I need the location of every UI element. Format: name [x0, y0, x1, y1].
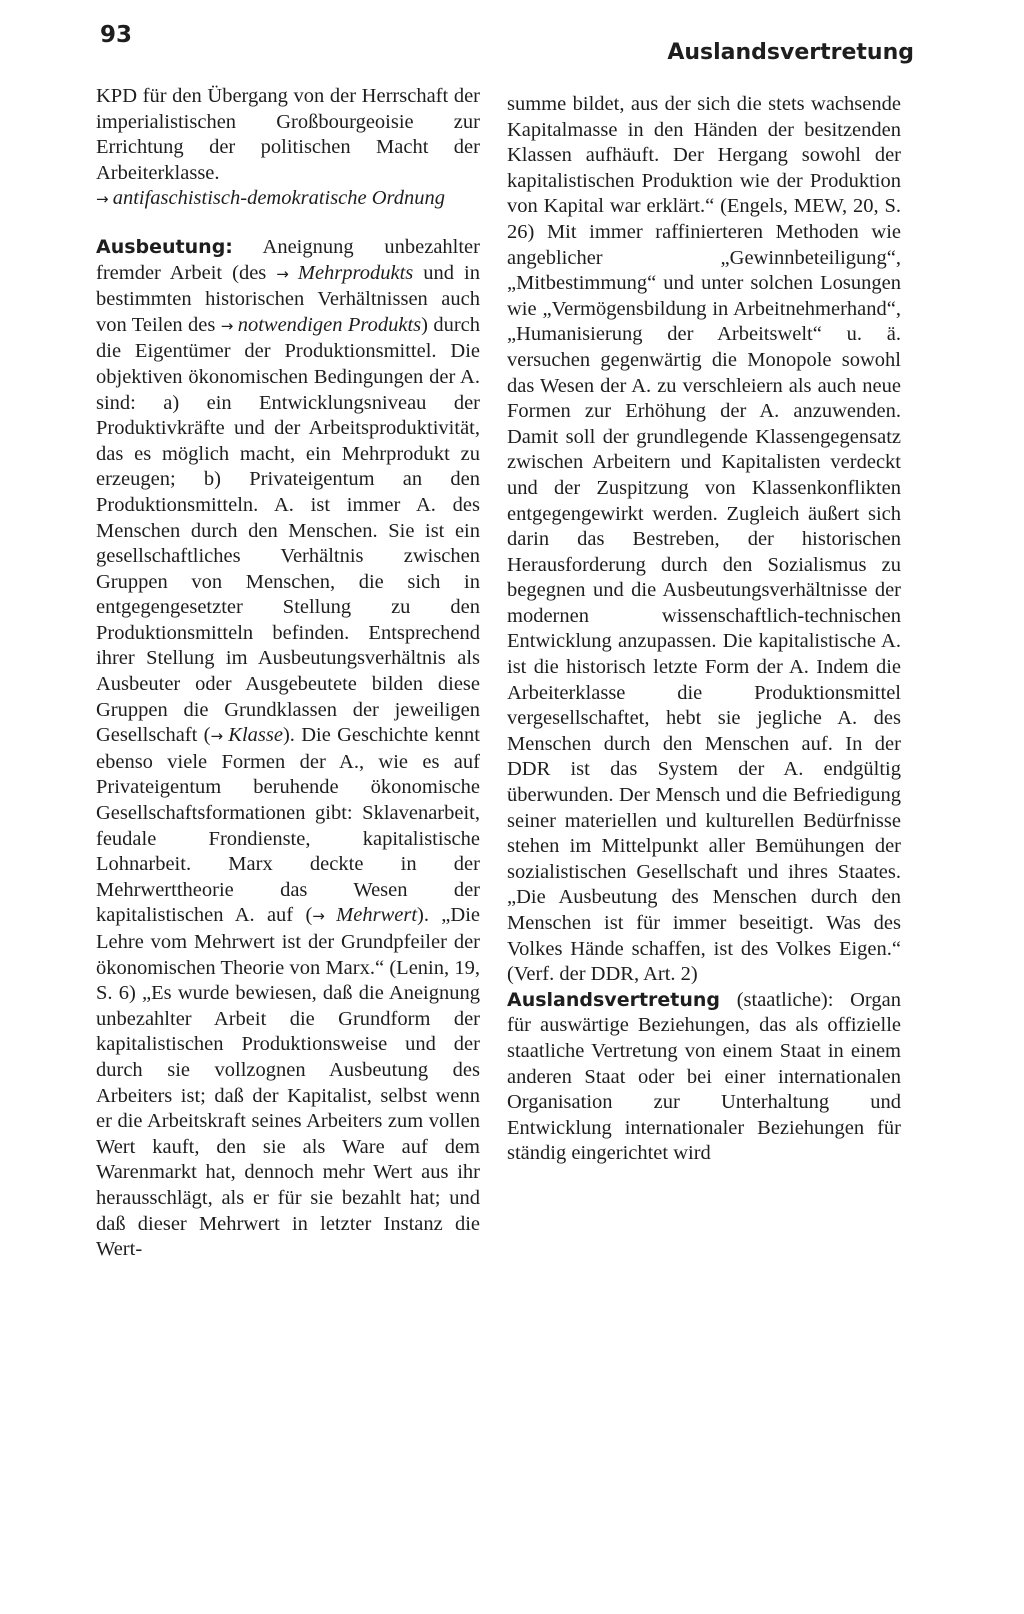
running-head: Auslandsvertretung [667, 40, 914, 65]
cross-reference-mehrprodukts: Mehrprodukts [287, 261, 414, 284]
cross-reference-mehrwert: Mehrwert [323, 904, 418, 927]
page-number: 93 [100, 22, 133, 48]
entry-auslandsvertretung [507, 988, 901, 1167]
entry-ausbeutung [96, 235, 480, 1263]
entry-text: Aneignung unbezahlter fremder Arbeit (des [96, 235, 480, 284]
continuation-paragraph-right: summe bildet, aus der sich die stets wachsende Kapitalmasse in den Händen der besitzenden Klassen aufhäuft. Der Hergang sowohl der kapitalistischen Produktion wie der Produktion von Kapital war erklärt.“ (Engels, MEW, 20, S. 26) Mit immer raffinierteren Methoden wie angeblicher „Gewinnbeteiligung“, „Mitbestimmung“ und unter solchen Losungen wie „Vermögensbildung in Arbeitnehmerhand“, „Humanisierung der Arbeitswelt“ u. ä. versuchen gegenwärtig die Monopole sowohl das Wesen der A. zu verschleiern als auch neue Formen zur Erhöhung der A. anzuwenden. Damit soll der grundlegende Klassengegensatz zwischen Arbeitern und Kapitalisten verdeckt und der Zuspitzung von Klassenkonflikten entgegengewirkt werden. Zugleich äußert sich darin das Bestreben, der historischen Herausforderung durch den Sozialismus zu begegnen und die Ausbeutungsverhältnisse der modernen wissenschaftlich-technischen Entwicklung anzupassen. Die kapitalistische A. ist die historisch letzte Form der A. Indem die Arbeiterklasse die Produktionsmittel vergesellschaftet, hebt sie jegliche A. des Menschen durch den Menschen auf. In der DDR ist das System der A. endgültig überwunden. Der Mensch und die Befriedigung seiner materiellen und kulturellen Bedürfnisse stehen im Mittelpunkt aller Bemühungen der sozialistischen Gesellschaft und ihres Staates. „Die Ausbeutung des Menschen durch den Menschen ist für immer beseitigt. Was des Volkes Hände schaffen, ist des Volkes Eigen.“ (Verf. der DDR, Art. 2) [507, 93, 901, 986]
cross-reference-notwendigen-produkts: notwendigen Produkts [232, 313, 422, 336]
cross-reference-arrow-icon: → [210, 727, 223, 746]
entry-text: ). Die Geschichte kennt ebenso viele Formen der A., wie es auf Privateigentum beruhende ökonomische Gesellschaftsformationen gibt: Sklavenarbeit, feudale Frondienste, kapitalistische Lohnarbeit. Marx deckte in der Mehrwerttheorie das Wesen der kapitalistischen A. auf ( [96, 724, 480, 927]
entry-text: (staatliche): Organ für auswärtige Beziehungen, das als offizielle staatliche Vertretung von einem Staat in einem anderen Staat oder bei einer internationalen Organisation zur Unterhaltung und Entwicklung internationaler Beziehungen für ständig eingerichtet wird [507, 988, 901, 1165]
cross-reference-arrow-icon: → [276, 264, 288, 283]
cross-reference-link: antifaschistisch-demokratische Ordnung [112, 187, 446, 210]
headword-auslandsvertretung: Auslandsvertretung [507, 988, 721, 1011]
entry-text: und in bestimmten historischen Verhältnissen auch von Teilen des [96, 261, 480, 336]
cross-reference-arrow-icon: → [96, 190, 108, 209]
cross-reference-klasse: Klasse [222, 724, 283, 747]
continuation-paragraph [96, 84, 480, 213]
cross-reference-arrow-icon: → [220, 316, 233, 335]
left-column [96, 84, 480, 1263]
headword-ausbeutung: Ausbeutung: [96, 235, 233, 258]
entry-text: ) durch die Eigentümer der Produktionsmittel. Die objektiven ökonomischen Bedingungen der A. sind: a) ein Entwicklungsniveau der Produktivkräfte und der Arbeitsproduktivität, das es möglich macht, ein Mehrprodukt zu erzeugen; b) Privateigentum an den Produktionsmitteln. A. ist immer A. des Menschen durch den Menschen. Sie ist ein gesellschaftliches Verhältnis zwischen Gruppen von Menschen, die sich in entgegengesetzter Stellung zu den Produktionsmitteln befinden. Entsprechend ihrer Stellung im Ausbeutungsverhältnis als Ausbeuter oder Ausgebeutete bilden diese Gruppen die Grundklassen der jeweiligen Gesellschaft ( [96, 313, 480, 747]
right-column [507, 92, 901, 1167]
entry-text: ). „Die Lehre vom Mehrwert ist der Grundpfeiler der ökonomischen Theorie von Marx.“ (Lenin, 19, S. 6) „Es wurde bewiesen, daß die Aneignung unbezahlter Arbeit die Grundform der kapitalistischen Produktionsweise und der durch sie vollzognen Ausbeutung des Arbeiters ist; daß der Kapitalist, selbst wenn er die Arbeitskraft seines Arbeiters zum vollen Wert kauft, den sie als Ware auf dem Warenmarkt hat, dennoch mehr Wert aus ihr herausschlägt, als er für sie bezahlt hat; und daß dieser Mehrwert in letzter Instanz die Wert- [96, 904, 480, 1261]
cross-reference-arrow-icon: → [312, 907, 324, 926]
continuation-text: KPD für den Übergang von der Herrschaft der imperialistischen Großbourgeoisie zur Errichtung der politischen Macht der Arbeiterklasse. [96, 85, 480, 184]
